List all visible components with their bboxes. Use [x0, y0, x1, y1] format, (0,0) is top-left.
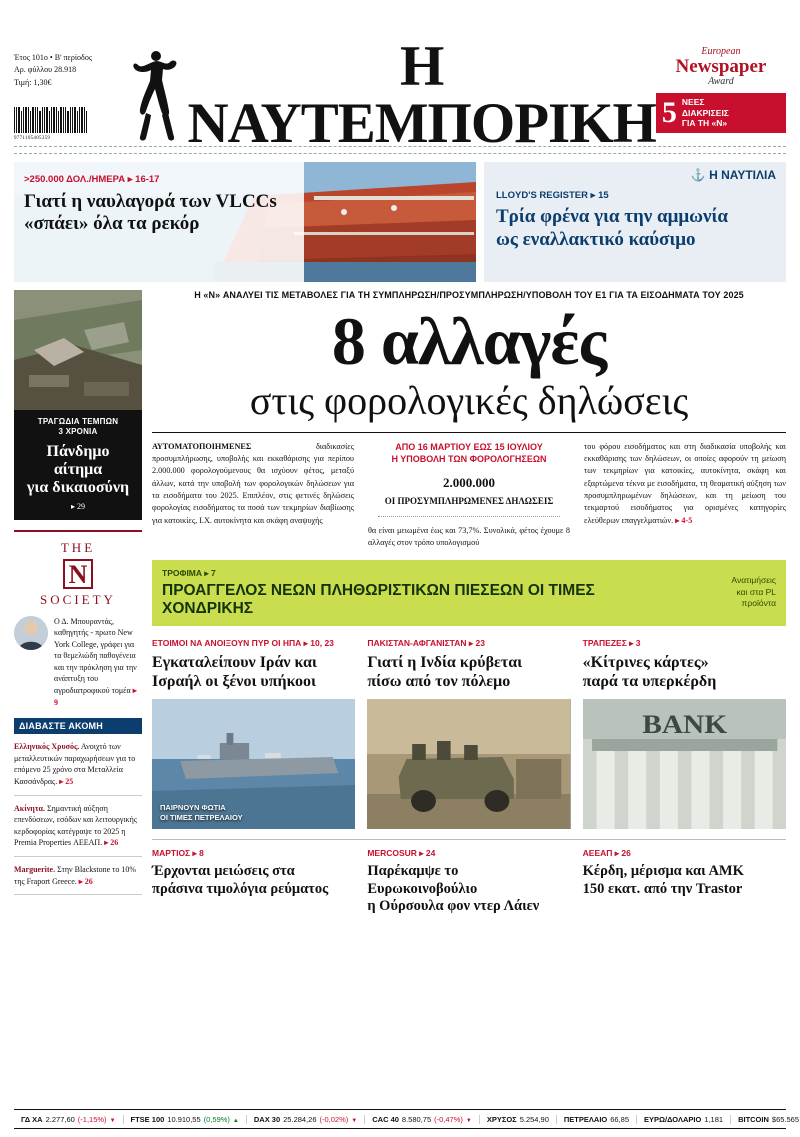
the-n-society-section: [14, 530, 142, 709]
bottom-3-title: [583, 863, 786, 898]
ticker-change-3: (-0,47%): [434, 1114, 463, 1124]
story-2-kicker: ΠΑΚΙΣΤΑΝ-ΑΦΓΑΝΙΣΤΑΝ ▸ 23: [367, 637, 485, 648]
story-1-caption-line-1: ΠΑΙΡΝΟΥΝ ΦΩΤΙΑ: [160, 802, 226, 812]
ticker-change-2: (-0,02%): [319, 1114, 349, 1124]
story-1-title: [152, 654, 355, 692]
bottom-1-title: [152, 863, 355, 898]
ticker-value-7: $65.565: [771, 1114, 800, 1124]
banner-vlcc[interactable]: [14, 162, 476, 282]
main-column: [152, 290, 786, 916]
page-title: Η ΝΑΥΤΕΜΠΟΡΙΚΗ: [187, 35, 656, 155]
award-badge-number: 5: [661, 96, 677, 130]
award-badge-line-3: ΓΙΑ ΤΗ «N»: [681, 118, 728, 129]
soldiers-truck-photo: [367, 699, 570, 829]
bottom-3-kicker: ΑΕΕΑΠ ▸ 26: [582, 848, 631, 859]
banner-ammonia-page: ▸ 15: [590, 190, 609, 201]
story-3-page: 3: [635, 637, 641, 648]
masthead-issue-info: [14, 38, 126, 143]
green-bar-note-line-3: προϊόντα: [741, 598, 776, 609]
lead-headline-main: 8 αλλαγές: [331, 303, 607, 379]
story-iran-israel[interactable]: [152, 638, 355, 830]
lead-kicker: Η «N» ΑΝΑΛΥΕΙ ΤΙΣ ΜΕΤΑΒΟΛΕΣ ΓΙΑ ΤΗ ΣΥΜΠΛΗΡΩΣΗ/ΠΡΟΣΥΜΠΛΗΡΩΣΗ/ΥΠΟΒΟΛΗ ΤΟΥ Ε1 ΓΙΑ ΤΑ ΕΙΣΟΔΗΜΑΤΑ ΤΟΥ 2025: [194, 290, 744, 300]
society-blurb: [54, 616, 142, 709]
lead-deadline-note: [368, 441, 570, 465]
bottom-2-kicker-text: MERCOSUR: [367, 848, 417, 859]
banner-ammonia-kicker-text: LLOYD'S REGISTER: [496, 190, 588, 201]
story-3-kicker-text: ΤΡΑΠΕΖΕΣ: [582, 637, 627, 648]
award-badge: [656, 93, 786, 133]
bottom-story-row: [152, 848, 786, 915]
lead-col-2: [368, 441, 570, 550]
ticker-item: [124, 1115, 247, 1124]
statue-logo-icon: [126, 47, 182, 143]
ticker-value-3: 8.580,75: [401, 1114, 432, 1124]
read-more-page-2: ▸ 26: [76, 876, 93, 886]
story-2-page: 23: [475, 637, 485, 648]
award-newspaper-label: Newspaper: [675, 56, 767, 77]
banner-ammonia-title: [496, 206, 774, 252]
ticker-name-6: ΕΥΡΩ/ΔΟΛΑΡΙΟ: [644, 1114, 702, 1124]
story-3-kicker: ΤΡΑΠΕΖΕΣ ▸ 3: [582, 637, 641, 648]
bottom-2-page: 24: [425, 848, 436, 859]
masthead: [14, 0, 786, 155]
lead-deadline-line-2: Η ΥΠΟΒΟΛΗ ΤΩΝ ΦΟΡΟΛΟΓΗΣΕΩΝ: [391, 453, 547, 464]
ticker-item: [731, 1115, 800, 1124]
green-bar-kicker-text: ΤΡΟΦΙΜΑ: [162, 567, 203, 578]
issue-year: Έτος 101ο • Β' περίοδος: [14, 53, 92, 62]
tempi-title: [20, 443, 136, 497]
green-bar-kicker: ΤΡΟΦΙΜΑ ▸ 7: [162, 567, 216, 578]
ticker-arrow-up-icon: [233, 1115, 239, 1124]
lead-stat-label: ΟΙ ΠΡΟΣΥΜΠΛΗΡΩΜΕΝΕΣ ΔΗΛΩΣΕΙΣ: [384, 495, 554, 506]
ticker-value-5: 66,85: [610, 1114, 630, 1124]
story-banks[interactable]: [583, 638, 786, 830]
bottom-1-title-line-2: πράσινα τιμολόγια ρεύματος: [152, 880, 329, 897]
three-story-row: [152, 638, 786, 830]
green-bar-note: [696, 575, 776, 609]
ticker-value-2: 25.284,26: [283, 1114, 317, 1124]
story-1-kicker-text: ΕΤΟΙΜΟΙ ΝΑ ΑΝΟΙΞΟΥΝ ΠΥΡ ΟΙ ΗΠΑ: [152, 637, 302, 648]
story-3-title-line-2: παρά τα υπερκέρδη: [582, 672, 717, 690]
lead-col-1: [152, 441, 354, 550]
masthead-award: [656, 38, 786, 133]
read-more-text-0: Ανοιχτό των μεταλλευτικών παραχωρήσεων για το επόμενο 25 χρόνο στα Μεταλλεία Κασσάνδρας.: [14, 742, 136, 787]
bank-building-photo: [583, 699, 786, 829]
ticker-name-7: BITCOIN: [738, 1114, 769, 1124]
bottom-2-kicker: MERCOSUR ▸ 24: [367, 848, 436, 859]
lead-col-2-text: θα είναι μειωμένα έως και 73,7%. Συνολικά, φέτος έχουμε 8 αλλαγές στον τρόπο υπολογισμού: [368, 526, 570, 548]
ticker-name-5: ΠΕΤΡΕΛΑΙΟ: [563, 1114, 608, 1124]
ticker-value-0: 2.277,60: [45, 1114, 75, 1124]
top-banner-row: [14, 162, 786, 282]
svg-text:BANK: BANK: [641, 710, 727, 740]
tempi-photo: [14, 290, 142, 410]
lead-col-1-lead: ΑΥΤΟΜΑΤΟΠΟΙΗΜΕΝΕΣ: [152, 441, 252, 451]
tempi-title-line-2: αίτημα: [53, 460, 103, 478]
ticker-value-4: 5.254,90: [519, 1114, 549, 1124]
ticker-name-3: CAC 40: [372, 1114, 399, 1124]
story-1-kicker: ΕΤΟΙΜΟΙ ΝΑ ΑΝΟΙΞΟΥΝ ΠΥΡ ΟΙ ΗΠΑ ▸ 10, 23: [152, 637, 334, 648]
society-blurb-text: Ο Δ. Μπουραντάς, καθηγητής - πρωτο New York College, γράφει για τα θεμελιώδη παθογένεια και την πρόκληση για την ανάπτυξη του αγροδιατροφικού τομέα: [54, 616, 137, 696]
read-more-page-1: ▸ 26: [102, 838, 119, 848]
green-bar-page: 7: [211, 567, 216, 578]
story-trastor[interactable]: [583, 848, 786, 915]
green-bar-note-line-2: και στα PL: [736, 586, 776, 597]
read-more-page-0: ▸ 25: [57, 777, 74, 787]
story-3-title-line-1: «Κίτρινες κάρτες»: [582, 653, 709, 671]
bottom-1-title-line-1: Έρχονται μειώσεις στα: [152, 863, 295, 880]
story-2-title-line-2: πίσω από τον πόλεμο: [367, 672, 511, 690]
banner-food-prices[interactable]: [152, 560, 786, 626]
story-1-caption-line-2: ΟΙ ΤΙΜΕΣ ΠΕΤΡΕΛΑΙΟΥ: [160, 812, 243, 822]
story-pakistan-afghanistan[interactable]: [367, 638, 570, 830]
ticker-name-1: FTSE 100: [130, 1114, 165, 1124]
tempi-kicker: [20, 417, 136, 438]
story-1-page: 10, 23: [310, 637, 334, 648]
society-n-logo: N: [63, 559, 93, 589]
market-ticker: [14, 1109, 800, 1129]
banner-vlcc-kicker: [24, 174, 294, 185]
lead-headline: [152, 303, 786, 423]
divider-dotted: [378, 516, 560, 517]
green-bar-title: ΠΡΟΑΓΓΕΛΟΣ ΝΕΩΝ ΠΛΗΘΩΡΙΣΤΙΚΩΝ ΠΙΕΣΕΩΝ ΟΙ ΤΙΜΕΣ ΧΟΝΔΡΙΚΗΣ: [162, 581, 595, 617]
ticker-value-6: 1,181: [704, 1114, 724, 1124]
bottom-1-page: 8: [199, 848, 204, 859]
green-bar-note-line-1: Ανατιμήσεις: [731, 575, 776, 586]
lead-col-1-text: διαδικασίες προσυμπλήρωσης, υποβολής και εκκαθάρισης για περίπου 2.000.000 φορολογούμενους θα ισχύουν φέτος, μεταξύ άλλων, κατά την υποβολή των φορολογικών δηλώσεων για τα εισοδήματα του 2025. Επιπλέον, στις φετινές δηλώσεις φορολογίας εισοδήματος τα ποσά των τεκμηρίων διαβίωσης για κατοικίες, Ι.Χ. αυτοκίνητα και σκάφη αναψυχής: [152, 441, 354, 525]
lead-col-3-text: του φόρου εισοδήματος και στη διαδικασία υποβολής και εκκαθάρισης των δηλώσεων, οι οποίες αφορούν τη μείωση των τεκμηρίων για κατοικίες, αυτοκίνητα, σκάφη και εξαρτώμενα τέκνα με εισοδήματα, τη θεαματική αύξηση των προσυμπληρωμένων δηλώσεων, και τη μείωση του τεκμαρτού εισοδήματος για ορισμένες κατηγορίες ελεύθερων επαγγελματιών.: [584, 441, 786, 525]
lead-col-3: [584, 441, 786, 550]
read-more-lead-0: Ελληνικός Χρυσός.: [14, 742, 80, 752]
ticker-name-0: ΓΔ ΧΑ: [21, 1114, 43, 1124]
read-more-header: ΔΙΑΒΑΣΤΕ ΑΚΟΜΗ: [14, 718, 142, 734]
banner-ammonia-title-line-2: ως εναλλακτικό καύσιμο: [496, 228, 696, 250]
main-content: [14, 290, 786, 916]
ticker-change-0: (-1,15%): [77, 1114, 107, 1124]
bottom-1-kicker: ΜΑΡΤΙΟΣ ▸ 8: [152, 848, 204, 859]
story-1-caption: [160, 803, 243, 823]
tempi-title-line-3: για δικαιοσύνη: [26, 478, 130, 496]
lead-col-3-page: ▸ 4-5: [673, 515, 693, 525]
issue-number: Αρ. φύλλου 28.918: [14, 65, 77, 75]
lead-rule: [152, 432, 786, 433]
story-2-kicker-text: ΠΑΚΙΣΤΑΝ-ΑΦΓΑΝΙΣΤΑΝ: [367, 637, 467, 648]
bottom-2-title: [367, 863, 570, 915]
award-european-label: European: [701, 46, 741, 57]
read-more-lead-1: Ακίνητα.: [14, 803, 45, 813]
list-item[interactable]: [14, 803, 142, 857]
award-award-label: Award: [708, 76, 734, 87]
award-badge-text: [682, 97, 729, 129]
ticker-arrow-down-icon: [351, 1115, 357, 1124]
award-badge-line-1: ΝΕΕΣ: [681, 97, 705, 107]
story-3-title: [583, 654, 786, 692]
banner-ammonia-title-line-1: Τρία φρένα για την αμμωνία: [496, 206, 729, 227]
read-more-text-1: Σημαντική αύξηση επενδύσεων, εσόδων και λειτουργικής κερδοφορίας κατέγραψε το 2025 η Premia Properties ΑΕΕΑΠ.: [14, 803, 137, 848]
list-item[interactable]: [14, 864, 142, 895]
ticker-item: [247, 1115, 365, 1124]
left-sidebar: [14, 290, 142, 916]
tempi-kicker-line-2: 3 ΧΡΟΝΙΑ: [58, 427, 98, 437]
ticker-name-2: DAX 30: [253, 1114, 281, 1124]
award-badge-line-2: ΔΙΑΚΡΙΣΕΙΣ: [681, 107, 729, 118]
tempi-story[interactable]: [14, 410, 142, 520]
bottom-3-page: 26: [621, 848, 631, 859]
bottom-2-title-line-2: η Ούρσουλα φον ντερ Λάιεν: [367, 898, 540, 915]
bottom-2-title-line-1: Παρέκαμψε το Ευρωκοινοβούλιο: [367, 863, 478, 897]
lead-deadline-line-1: ΑΠΟ 16 ΜΑΡΤΙΟΥ ΕΩΣ 15 ΙΟΥΛΙΟΥ: [395, 441, 543, 452]
barcode-number: 9771105405359: [14, 136, 51, 142]
banner-vlcc-kicker-text: >250.000 ΔΟΛ./ΗΜΕΡΑ: [24, 174, 126, 185]
issue-price: Τιμή: 1,30€: [14, 77, 52, 87]
avatar: [14, 616, 48, 650]
ticker-name-4: ΧΡΥΣΟΣ: [486, 1114, 517, 1124]
story-1-title-line-1: Εγκαταλείπουν Ιράν και: [152, 653, 317, 671]
banner-ammonia[interactable]: [484, 162, 786, 282]
lead-subheadline: στις φορολογικές δηλώσεις: [249, 377, 689, 423]
bottom-3-title-line-1: Κέρδη, μέρισμα και ΑΜΚ: [582, 863, 744, 880]
banner-vlcc-page: ▸ 16-17: [127, 174, 160, 185]
read-more-lead-2: Marguerite.: [14, 865, 56, 874]
read-more-text-2: Στην Blackstone το 10% της Fraport Greece.: [14, 865, 137, 886]
tempi-page-ref: ▸ 29: [70, 501, 85, 511]
story-1-title-line-2: Ισραήλ οι ξένοι υπήκοοι: [152, 672, 316, 690]
barcode: [14, 103, 126, 133]
list-item[interactable]: [14, 741, 142, 795]
bottom-1-kicker-text: ΜΑΡΤΙΟΣ: [152, 848, 191, 859]
ticker-item: [480, 1115, 557, 1124]
banner-vlcc-title-line-1: Γιατί η ναυλαγορά των VLCCs: [24, 191, 277, 212]
banner-vlcc-title: [24, 191, 294, 236]
ticker-item: [14, 1115, 124, 1124]
bottom-3-title-line-2: 150 εκατ. από την Trastor: [582, 880, 743, 897]
divider-bottom: [152, 839, 786, 840]
bottom-3-kicker-text: ΑΕΕΑΠ: [582, 848, 613, 859]
ticker-item: [637, 1115, 731, 1124]
society-page-ref: ▸ 9: [54, 686, 137, 707]
story-mercosur[interactable]: [367, 848, 570, 915]
section-naftilia-label: ⚓ Η ΝΑΥΤΙΛΙΑ: [690, 168, 776, 182]
lead-stat-number: 2.000.000: [443, 475, 495, 491]
ticker-arrow-down-icon: [110, 1115, 116, 1124]
lead-body: [152, 441, 786, 550]
tempi-title-line-1: Πάνδημο: [46, 442, 110, 460]
aircraft-carrier-photo: [152, 699, 355, 829]
society-the-label: THE: [60, 539, 96, 555]
story-2-title-line-1: Γιατί η Ινδία κρύβεται: [367, 653, 523, 671]
banner-vlcc-title-line-2: «σπάει» όλα τα ρεκόρ: [24, 213, 200, 235]
tempi-kicker-line-1: ΤΡΑΓΩΔΙΑ ΤΕΜΠΩΝ: [37, 417, 119, 426]
society-society-label: SOCIETY: [40, 591, 116, 607]
ticker-item: [557, 1115, 637, 1124]
banner-ammonia-kicker: [496, 190, 774, 201]
story-green-tariffs[interactable]: [152, 848, 355, 915]
ticker-value-1: 10.910,55: [167, 1114, 201, 1124]
story-2-title: [367, 654, 570, 692]
ticker-item: [365, 1115, 480, 1124]
ticker-change-1: (0,59%): [203, 1114, 230, 1124]
ticker-arrow-down-icon: [466, 1115, 472, 1124]
